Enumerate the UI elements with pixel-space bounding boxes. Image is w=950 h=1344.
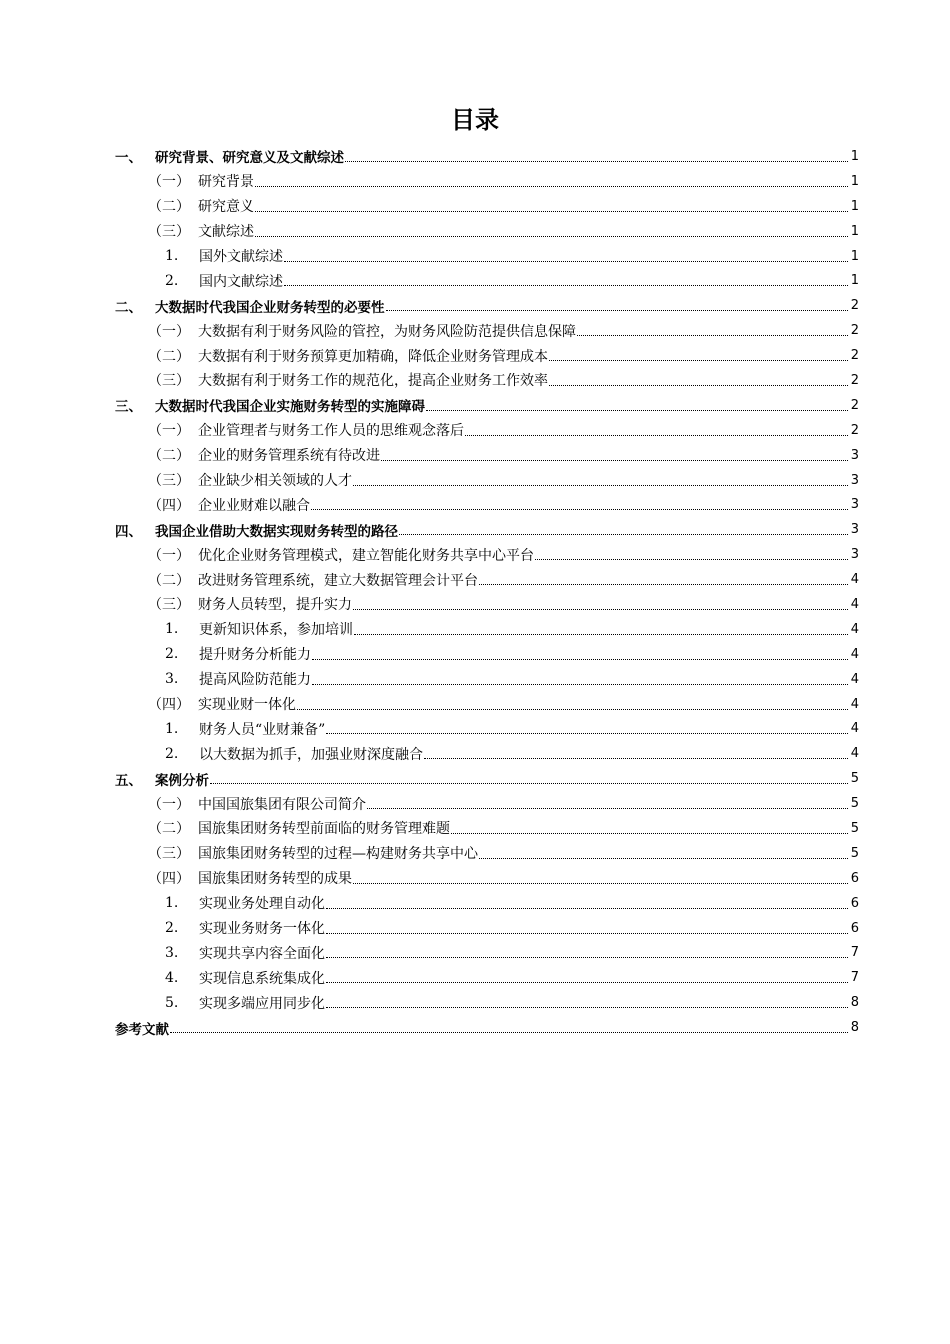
toc-entry-number: 1. <box>165 621 179 638</box>
toc-entry[interactable] <box>115 841 859 866</box>
toc-entry-number: （三） <box>148 597 190 614</box>
toc-entry[interactable] <box>115 393 859 418</box>
toc-leader-dots <box>381 460 848 461</box>
toc-leader-dots <box>312 659 848 660</box>
toc-leader-dots <box>326 933 848 934</box>
toc-entry-page: 2 <box>850 348 859 364</box>
toc-entry-title: 企业业财难以融合 <box>198 497 310 514</box>
toc-entry[interactable] <box>115 891 859 916</box>
toc-leader-dots <box>399 534 848 535</box>
toc-entry[interactable] <box>115 916 859 941</box>
toc-entry[interactable] <box>115 866 859 891</box>
toc-leader-dots <box>326 733 848 734</box>
toc-entry-page: 2 <box>850 298 859 314</box>
toc-entry-page: 5 <box>850 796 859 812</box>
toc-leader-dots <box>549 360 848 361</box>
toc-entry[interactable] <box>115 219 859 244</box>
toc-entry-title: 优化企业财务管理模式，建立智能化财务共享中心平台 <box>198 547 534 564</box>
toc-leader-dots <box>255 236 848 237</box>
toc-entry[interactable] <box>115 990 859 1015</box>
toc-entry-title: 财务人员“业财兼备” <box>199 721 326 738</box>
toc-entry-title: 参考文献 <box>115 1021 169 1038</box>
toc-entry-title: 实现信息系统集成化 <box>199 970 325 987</box>
toc-entry-page: 2 <box>850 323 859 339</box>
toc-entry-page: 4 <box>850 572 859 588</box>
toc-entry[interactable] <box>115 965 859 990</box>
toc-entry-number: 三、 <box>115 399 142 416</box>
toc-entry-title: 实现业务处理自动化 <box>199 896 325 913</box>
toc-entry-title: 财务人员转型，提升实力 <box>198 597 352 614</box>
toc-leader-dots <box>367 808 848 809</box>
toc-entry-number: 2. <box>165 272 179 289</box>
toc-entry-number: 2. <box>165 920 179 937</box>
toc-entry[interactable] <box>115 368 859 393</box>
toc-entry-page: 3 <box>850 497 859 513</box>
toc-entry-page: 4 <box>850 671 859 687</box>
toc-entry-page: 6 <box>850 895 859 911</box>
toc-entry-page: 2 <box>850 397 859 413</box>
toc-leader-dots <box>426 410 848 411</box>
toc-entry-number: 4. <box>165 969 179 986</box>
toc-entry-page: 1 <box>850 248 859 264</box>
toc-leader-dots <box>465 435 848 436</box>
toc-entry-page: 4 <box>850 621 859 637</box>
toc-leader-dots <box>326 957 848 958</box>
toc-entry-number: （一） <box>148 423 190 440</box>
toc-entry-title: 提升财务分析能力 <box>199 647 311 664</box>
toc-entry[interactable] <box>115 517 859 542</box>
toc-leader-dots <box>170 1032 848 1033</box>
toc-entry-page: 3 <box>850 472 859 488</box>
toc-entry-page: 2 <box>850 372 859 388</box>
toc-entry-title: 实现业财一体化 <box>198 697 296 714</box>
toc-entry[interactable] <box>115 941 859 966</box>
toc-entry[interactable] <box>115 318 859 343</box>
toc-entry-number: （三） <box>148 224 190 241</box>
toc-entry-number: 3. <box>165 671 179 688</box>
toc-entry[interactable] <box>115 617 859 642</box>
toc-entry-title: 大数据有利于财务预算更加精确，降低企业财务管理成本 <box>198 348 548 365</box>
toc-entry[interactable] <box>115 343 859 368</box>
toc-entry-number: 3. <box>165 944 179 961</box>
toc-entry-number: （三） <box>148 473 190 490</box>
toc-entry-title: 文献综述 <box>198 224 254 241</box>
toc-entry-title: 国旅集团财务转型的过程—构建财务共享中心 <box>198 846 478 863</box>
toc-entry-title: 国内文献综述 <box>199 273 283 290</box>
toc-entry-title: 我国企业借助大数据实现财务转型的路径 <box>155 523 398 540</box>
toc-leader-dots <box>424 758 848 759</box>
toc-entry-number: （二） <box>148 199 190 216</box>
toc-entry[interactable] <box>115 791 859 816</box>
toc-entry-title: 企业的财务管理系统有待改进 <box>198 448 380 465</box>
toc-entry-title: 大数据时代我国企业实施财务转型的实施障碍 <box>155 399 425 416</box>
toc-leader-dots <box>326 982 848 983</box>
toc-entry-number: （二） <box>148 572 190 589</box>
toc-entry-number: （三） <box>148 373 190 390</box>
toc-entry-page: 3 <box>850 522 859 538</box>
toc-entry-page: 1 <box>850 198 859 214</box>
toc-entry-page: 4 <box>850 646 859 662</box>
toc-entry-page: 8 <box>850 1020 859 1036</box>
toc-leader-dots <box>577 335 848 336</box>
toc-leader-dots <box>311 509 848 510</box>
toc-entry[interactable] <box>115 567 859 592</box>
toc-leader-dots <box>386 310 849 311</box>
toc-entry-title: 研究背景、研究意义及文献综述 <box>155 150 344 167</box>
toc-leader-dots <box>479 858 848 859</box>
toc-entry[interactable] <box>115 169 859 194</box>
toc-leader-dots <box>549 385 848 386</box>
toc-entry-title: 提高风险防范能力 <box>199 672 311 689</box>
toc-leader-dots <box>353 883 848 884</box>
toc-entry-page: 4 <box>850 596 859 612</box>
toc-entry-title: 大数据有利于财务风险的管控，为财务风险防范提供信息保障 <box>198 323 576 340</box>
page-title: 目录 <box>451 106 499 134</box>
toc-entry-number: （一） <box>148 323 190 340</box>
toc-entry-title: 研究背景 <box>198 174 254 191</box>
toc-entry[interactable] <box>115 642 859 667</box>
toc-entry[interactable] <box>115 592 859 617</box>
toc-entry-title: 改进财务管理系统，建立大数据管理会计平台 <box>198 572 478 589</box>
toc-entry-page: 4 <box>850 696 859 712</box>
toc-leader-dots <box>326 908 848 909</box>
toc-entry-title: 国外文献综述 <box>199 249 283 265</box>
toc-entry-number: 五、 <box>115 772 142 789</box>
toc-entry[interactable] <box>115 692 859 717</box>
toc-entry[interactable] <box>115 741 859 766</box>
toc-leader-dots <box>535 559 848 560</box>
toc-entry-number: （四） <box>148 497 190 514</box>
toc-entry[interactable] <box>115 443 859 468</box>
toc-entry-number: （一） <box>148 547 190 564</box>
toc-leader-dots <box>210 783 848 784</box>
toc-leader-dots <box>479 584 848 585</box>
toc-entry[interactable] <box>115 144 859 169</box>
toc-leader-dots <box>354 634 848 635</box>
toc-entry-page: 7 <box>850 970 859 986</box>
toc-entry-title: 中国国旅集团有限公司简介 <box>198 796 366 813</box>
toc-entry-page: 1 <box>850 173 859 189</box>
toc-entry[interactable] <box>115 716 859 741</box>
toc-entry-number: 1. <box>165 720 179 737</box>
toc-entry-title: 实现业务财务一体化 <box>199 921 325 938</box>
toc-leader-dots <box>255 186 848 187</box>
toc-entry-page: 5 <box>850 820 859 836</box>
toc-entry[interactable] <box>115 492 859 517</box>
toc-leader-dots <box>345 161 848 162</box>
toc-entry-page: 3 <box>850 447 859 463</box>
toc-entry-number: 1. <box>165 895 179 912</box>
toc-leader-dots <box>353 485 848 486</box>
toc-entry-number: （二） <box>148 821 190 838</box>
toc-entry-number: （二） <box>148 348 190 365</box>
toc-entry-number: 二、 <box>115 299 142 316</box>
toc-leader-dots <box>255 211 848 212</box>
toc-entry-page: 7 <box>850 945 859 961</box>
toc-entry-page: 1 <box>850 273 859 289</box>
toc-entry-number: （一） <box>148 796 190 813</box>
toc-entry[interactable] <box>115 542 859 567</box>
toc-entry[interactable] <box>115 468 859 493</box>
toc-entry-number: （三） <box>148 846 190 863</box>
toc-leader-dots <box>284 285 848 286</box>
toc-entry-title: 企业缺少相关领域的人才 <box>198 473 352 490</box>
toc-leader-dots <box>312 684 848 685</box>
toc-entry-title: 案例分析 <box>155 772 209 789</box>
table-of-contents <box>115 144 859 1040</box>
toc-entry-number: 5. <box>165 994 179 1011</box>
toc-entry[interactable] <box>115 418 859 443</box>
toc-entry-number: 2. <box>165 646 179 663</box>
toc-entry-title: 大数据有利于财务工作的规范化，提高企业财务工作效率 <box>198 373 548 390</box>
toc-entry[interactable] <box>115 816 859 841</box>
toc-entry-title: 以大数据为抓手，加强业财深度融合 <box>199 746 423 763</box>
toc-entry-number: （一） <box>148 174 190 191</box>
toc-entry-page: 2 <box>850 422 859 438</box>
toc-entry[interactable] <box>115 667 859 692</box>
toc-entry[interactable] <box>115 268 859 293</box>
toc-leader-dots <box>353 609 848 610</box>
toc-entry[interactable] <box>115 194 859 219</box>
toc-entry-title: 国旅集团财务转型前面临的财务管理难题 <box>198 821 450 838</box>
toc-entry-number: （四） <box>148 697 190 714</box>
toc-entry-page: 5 <box>850 845 859 861</box>
toc-entry-page: 1 <box>850 223 859 239</box>
toc-entry-page: 6 <box>850 920 859 936</box>
toc-entry[interactable] <box>115 1015 859 1040</box>
toc-entry-page: 5 <box>850 771 859 787</box>
toc-entry-title: 国旅集团财务转型的成果 <box>198 871 352 888</box>
toc-entry-title: 更新知识体系，参加培训 <box>199 622 353 639</box>
toc-entry-number: 2. <box>165 745 179 762</box>
toc-entry-page: 4 <box>850 746 859 762</box>
toc-entry-number: 四、 <box>115 523 142 540</box>
toc-entry-page: 1 <box>850 148 859 164</box>
toc-entry-page: 8 <box>850 995 859 1011</box>
toc-entry-title: 实现多端应用同步化 <box>199 995 325 1012</box>
toc-entry-number: （二） <box>148 448 190 465</box>
toc-entry-page: 3 <box>850 547 859 563</box>
toc-entry-number: 一、 <box>115 150 142 167</box>
toc-entry-title: 企业管理者与财务工作人员的思维观念落后 <box>198 423 464 440</box>
toc-leader-dots <box>284 261 848 262</box>
toc-leader-dots <box>297 709 848 710</box>
toc-entry-title: 研究意义 <box>198 199 254 216</box>
toc-entry-title: 实现共享内容全面化 <box>199 945 325 962</box>
toc-leader-dots <box>451 833 848 834</box>
toc-entry[interactable] <box>115 766 859 791</box>
toc-entry[interactable] <box>115 244 859 269</box>
toc-entry-number: （四） <box>148 871 190 888</box>
toc-entry-title: 大数据时代我国企业财务转型的必要性 <box>155 299 385 316</box>
toc-entry-number: 1. <box>165 248 179 264</box>
toc-entry-page: 4 <box>850 721 859 737</box>
toc-leader-dots <box>326 1007 848 1008</box>
toc-entry-page: 6 <box>850 870 859 886</box>
toc-entry[interactable] <box>115 293 859 318</box>
